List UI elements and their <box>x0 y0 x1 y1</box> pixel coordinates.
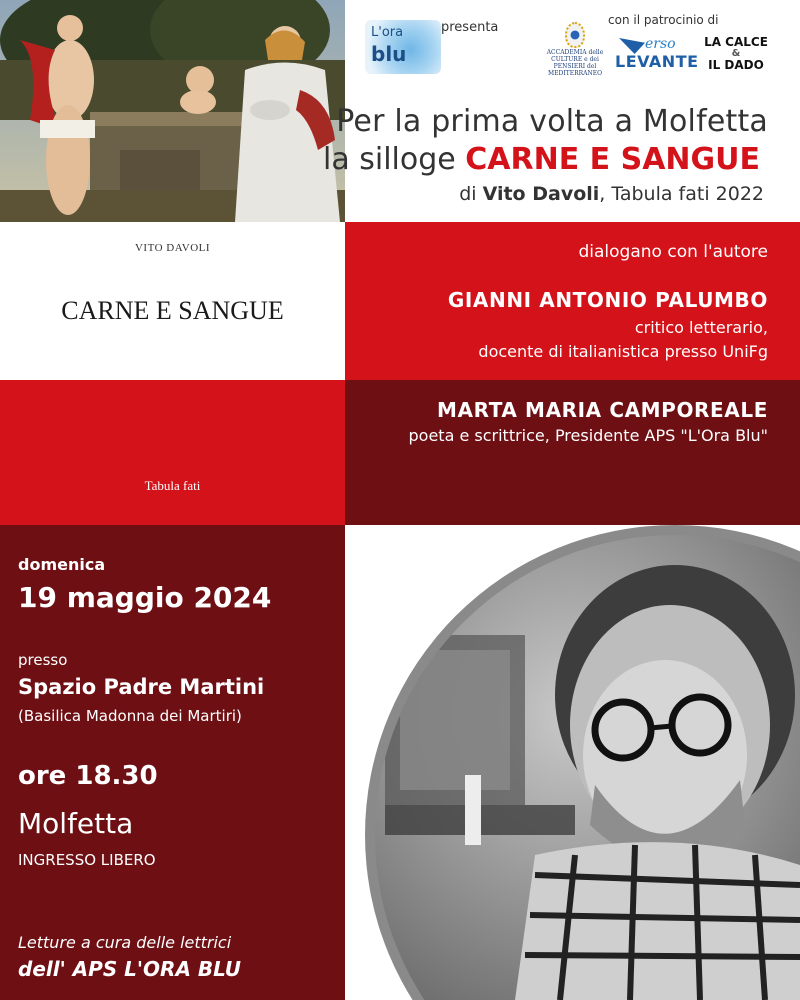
title-line-1: Per la prima volta a Molfetta <box>336 104 768 139</box>
speakers-intro: dialogano con l'autore <box>578 242 768 262</box>
cover-publisher: Tabula fati <box>144 478 201 493</box>
event-date: 19 maggio 2024 <box>18 581 272 614</box>
title-line-3-post: , Tabula fati 2022 <box>599 183 764 205</box>
speaker-1-role-1: critico letterario, <box>634 318 768 337</box>
speaker-2-panel <box>345 380 800 525</box>
event-city: Molfetta <box>18 807 134 840</box>
ora-blu-logo <box>365 20 441 74</box>
presenta-label: presenta <box>441 20 499 35</box>
accademia-logo <box>540 22 610 80</box>
title-author: Vito Davoli <box>482 183 600 205</box>
speaker-2-name: MARTA MARIA CAMPOREALE <box>437 398 768 422</box>
speaker-1-role-2: docente di italianistica presso UniFg <box>478 342 768 361</box>
logo-text-top: L'ora <box>371 25 404 40</box>
title-line-2 <box>323 142 760 177</box>
verso-levante-logo <box>615 36 699 76</box>
event-venue-sub: (Basilica Madonna dei Martiri) <box>18 707 242 725</box>
logo-text-bottom: blu <box>371 42 407 66</box>
header <box>322 0 800 222</box>
event-info-panel <box>0 525 345 1000</box>
title-book-name: CARNE E SANGUE <box>465 142 760 177</box>
patrocinio-label: con il patrocinio di <box>608 13 719 27</box>
la-calce-logo <box>703 36 769 72</box>
levante-bottom-text: LEVANTE <box>615 52 699 71</box>
cover-author: VITO DAVOLI <box>134 242 211 254</box>
title-line-3 <box>459 183 764 205</box>
event-readings-2: dell' APS L'ORA BLU <box>18 957 242 981</box>
levante-top-text: erso <box>645 36 676 52</box>
accademia-emblem-icon <box>565 22 585 48</box>
event-presso: presso <box>18 651 68 669</box>
event-venue: Spazio Padre Martini <box>18 675 265 699</box>
event-day: domenica <box>18 555 106 574</box>
book-cover-top <box>0 222 345 380</box>
calce-line-2: IL DADO <box>708 58 764 73</box>
cover-painting <box>0 0 345 222</box>
title-line-2-pre: la silloge <box>322 142 466 177</box>
event-entry: INGRESSO LIBERO <box>18 851 156 869</box>
calce-amp: & <box>731 47 741 59</box>
calce-line-1: LA CALCE <box>704 35 768 49</box>
cover-title: CARNE E SANGUE <box>61 296 284 325</box>
speakers-panel <box>345 222 800 380</box>
event-readings-1: Letture a cura delle lettrici <box>18 933 232 952</box>
book-cover-bottom <box>0 380 345 525</box>
accademia-text: ACCADEMIA delle CULTURE e dei PENSIERI del MEDITERRANEO <box>546 49 604 77</box>
speaker-1-name: GIANNI ANTONIO PALUMBO <box>447 288 768 312</box>
event-time: ore 18.30 <box>18 761 158 791</box>
author-portrait <box>345 525 800 1000</box>
speaker-2-role: poeta e scrittrice, Presidente APS "L'Ora Blu" <box>408 426 768 445</box>
title-line-3-pre: di <box>459 183 483 205</box>
